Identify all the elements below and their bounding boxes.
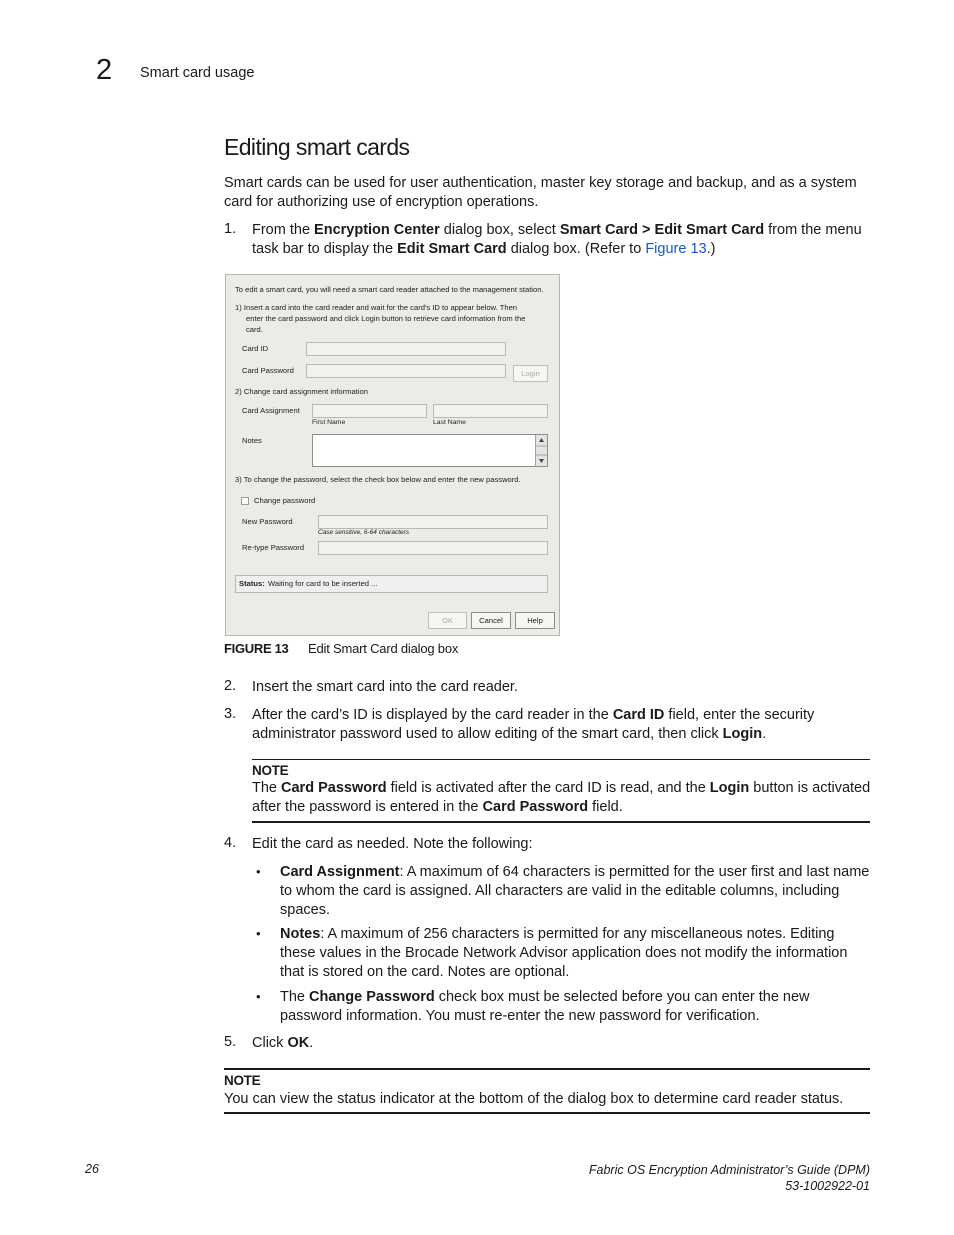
new-password-label: New Password [242, 517, 293, 526]
document-footer [589, 1162, 870, 1194]
first-name-label: First Name [312, 419, 346, 426]
bullet-notes: Notes: A maximum of 256 characters is permitted for any miscellaneous notes. Editing these values in the Brocade Network Advisor application does not modify the information that is stored on the card. Notes are optional. [280, 926, 848, 980]
figure-13-link[interactable]: Figure 13 [645, 241, 707, 257]
step-4-text: Edit the card as needed. Note the following: [252, 836, 533, 852]
step-number: 2. [224, 678, 237, 694]
retype-password-field[interactable] [318, 541, 548, 555]
dialog-step1-line1: 1) Insert a card into the card reader and wait for the card's ID to appear below. Then [235, 303, 518, 312]
card-password-label: Card Password [242, 366, 294, 375]
bullet-glyph: • [256, 864, 261, 879]
chapter-title: Smart card usage [140, 65, 255, 81]
login-button[interactable]: Login [513, 365, 548, 382]
note2-rule-bottom [224, 1112, 870, 1114]
card-id-label: Card ID [242, 344, 269, 353]
bullet-card-assignment: Card Assignment: A maximum of 64 characters is permitted for the user first and last name to whom the card is assigned. All characters are valid in the editable columns, including spaces. [280, 864, 870, 918]
step-5-text: Click OK. [252, 1035, 314, 1051]
dialog-step3: 3) To change the password, select the check box below and enter the new password. [235, 475, 521, 484]
note-text: The Card Password field is activated after the card ID is read, and the Login button is activated after the password is entered in the Card Password field. [252, 780, 871, 815]
dialog-step1-line3: card. [246, 325, 263, 334]
card-assignment-label: Card Assignment [242, 406, 300, 415]
step-1-text: From the Encryption Center dialog box, select Smart Card > Edit Smart Card from the menu task bar to display the Edit Smart Card dialog box. (Refer to Figure 13.) [252, 222, 862, 257]
step-2-text: Insert the smart card into the card reader. [252, 679, 518, 695]
note2-heading: NOTE [224, 1073, 261, 1088]
figure-label: FIGURE 13 [224, 641, 289, 656]
chapter-number: 2 [96, 54, 113, 86]
status-value: Waiting for card to be inserted ... [268, 579, 378, 588]
intro-paragraph: Smart cards can be used for user authentication, master key storage and backup, and as a system card for authorizing use of encryption operations. [224, 175, 857, 210]
scroll-arrows-icon [536, 435, 547, 466]
new-password-field[interactable] [318, 515, 548, 529]
dialog-step2: 2) Change card assignment information [235, 387, 368, 396]
last-name-field[interactable] [433, 404, 548, 418]
status-bar [235, 575, 548, 593]
doc-title: Fabric OS Encryption Administrator’s Guide (DPM) [588, 1163, 870, 1177]
notes-textarea[interactable] [312, 434, 548, 467]
bullet-glyph: • [256, 989, 261, 1004]
change-password-checkbox[interactable] [241, 497, 249, 505]
change-password-label: Change password [254, 496, 316, 505]
note-rule-bottom [252, 821, 870, 823]
step-number: 5. [224, 1034, 237, 1050]
dialog-step1-line2: enter the card password and click Login button to retrieve card information from the [246, 314, 526, 323]
figure-caption: Edit Smart Card dialog box [308, 641, 459, 656]
note2-text: You can view the status indicator at the bottom of the dialog box to determine card reader status. [224, 1091, 844, 1107]
edit-smart-card-dialog [225, 274, 560, 636]
password-hint: Case sensitive, 6-64 characters [318, 529, 410, 536]
page-number: 26 [85, 1162, 99, 1176]
step-number: 1. [224, 221, 237, 237]
help-button[interactable]: Help [515, 612, 555, 629]
card-id-field[interactable] [306, 342, 506, 356]
section-title: Editing smart cards [224, 134, 410, 160]
bullet-change-password: The Change Password check box must be selected before you can enter the new password information. You must re-enter the new password for verification. [280, 989, 810, 1024]
ok-button[interactable]: OK [428, 612, 467, 629]
first-name-field[interactable] [312, 404, 427, 418]
dialog-intro: To edit a smart card, you will need a smart card reader attached to the management station. [235, 285, 544, 294]
cancel-button[interactable]: Cancel [471, 612, 511, 629]
note-rule-top [252, 759, 870, 760]
notes-scrollbar[interactable] [535, 435, 547, 466]
step-number: 4. [224, 835, 237, 851]
retype-password-label: Re-type Password [242, 543, 305, 552]
doc-number: 53-1002922-01 [785, 1179, 870, 1193]
note2-rule-top [224, 1068, 870, 1070]
bullet-glyph: • [256, 926, 261, 941]
card-password-field[interactable] [306, 364, 506, 378]
status-label: Status: [239, 579, 265, 588]
note-heading: NOTE [252, 763, 289, 778]
step-number: 3. [224, 706, 237, 722]
last-name-label: Last Name [433, 419, 466, 426]
step-3-text: After the card’s ID is displayed by the card reader in the Card ID field, enter the security administrator password used to allow editing of the smart card, then click Login. [252, 707, 815, 742]
notes-label: Notes [242, 436, 262, 445]
